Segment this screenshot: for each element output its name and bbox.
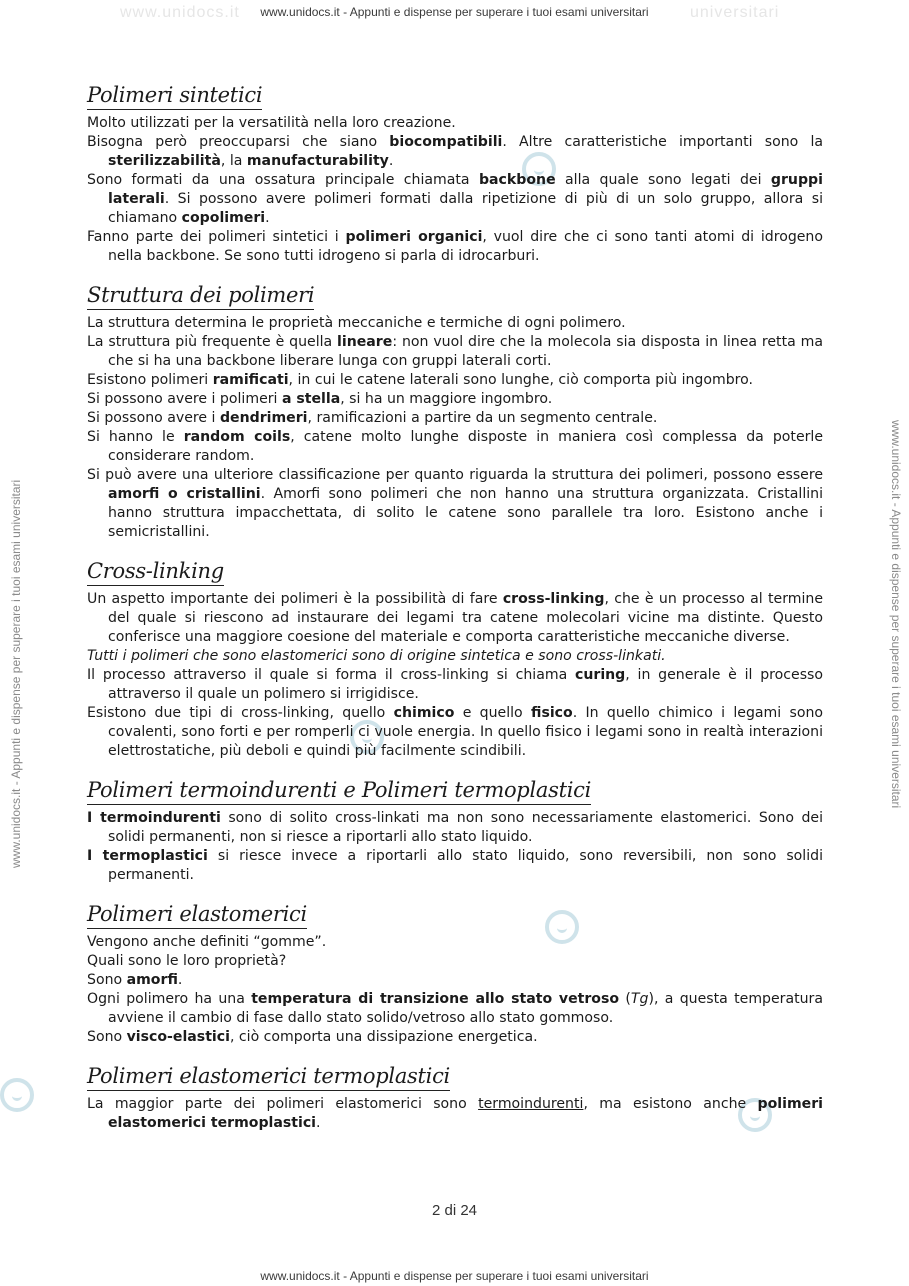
section: [87, 282, 823, 542]
section: [87, 901, 823, 1047]
text-run: curing: [574, 667, 626, 683]
text-run: Quali sono le loro proprietà?: [87, 953, 287, 969]
text-run: . Amorfi sono polimeri che non hanno una struttura organizzata. Cristallini hanno struttura impacchettata, di solito le catene sono parallele tra loro. Esistono anche i semicristallini.: [108, 486, 823, 540]
text-run: Vengono anche definiti “gomme”.: [87, 934, 327, 950]
text-run: , catene molto lunghe disposte in maniera così complessa da poterle considerare random.: [108, 429, 823, 464]
paragraph: [87, 1028, 823, 1047]
text-run: dendrimeri: [219, 410, 308, 426]
text-run: La maggior parte dei polimeri elastomerici sono: [87, 1096, 479, 1112]
section-title: Cross-linking: [87, 558, 224, 586]
text-run: Tg: [630, 991, 649, 1007]
text-run: Si possono avere i polimeri: [87, 391, 282, 407]
text-run: visco-elastici: [126, 1029, 230, 1045]
text-run: .: [177, 972, 183, 988]
watermark-top: www.unidocs.it - Appunti e dispense per superare i tuoi esami universitari: [260, 5, 649, 19]
text-run: biocompatibili: [389, 134, 503, 150]
text-run: : non vuol dire che la molecola sia disposta in linea retta ma che si ha una backbone liberare lunga con gruppi laterali corti.: [108, 334, 823, 369]
paragraph: [87, 704, 823, 761]
page-number: 2 di 24: [431, 1202, 478, 1219]
text-run: Si hanno le: [87, 429, 184, 445]
unidocs-logo-icon: [0, 1078, 34, 1112]
text-run: chimico: [393, 705, 455, 721]
text-run: , in generale è il processo attraverso il quale un polimero si irrigidisce.: [108, 667, 823, 702]
text-run: Sono: [87, 1029, 127, 1045]
text-run: Tutti i polimeri che sono elastomerici sono di origine sintetica e sono cross-linkati.: [87, 648, 666, 664]
paragraph: [87, 314, 823, 333]
text-run: amorfi o cristallini: [108, 486, 261, 502]
text-run: ramificati: [212, 372, 289, 388]
section-title: Polimeri elastomerici: [87, 901, 307, 929]
text-run: alla quale sono legati dei: [555, 172, 771, 188]
text-run: Molto utilizzati per la versatilità nella loro creazione.: [87, 115, 456, 131]
paragraph: [87, 990, 823, 1028]
text-run: . Altre caratteristiche importanti sono la: [502, 134, 823, 150]
section-title: Polimeri elastomerici termoplastici: [87, 1063, 450, 1091]
text-run: Un aspetto importante dei polimeri è la possibilità di fare: [87, 591, 503, 607]
text-run: Esistono polimeri: [87, 372, 213, 388]
section-title: Polimeri sintetici: [87, 82, 262, 110]
text-run: manufacturability: [246, 153, 389, 169]
text-run: , ma esistono anche: [583, 1096, 758, 1112]
text-run: Sono: [87, 972, 127, 988]
text-run: , ciò comporta una dissipazione energetica.: [229, 1029, 538, 1045]
text-run: copolimeri: [181, 210, 266, 226]
text-run: , in cui le catene laterali sono lunghe, ciò comporta più ingombro.: [288, 372, 754, 388]
paragraph: [87, 809, 823, 847]
paragraph: [87, 333, 823, 371]
text-run: backbone: [478, 172, 556, 188]
text-run: cross-linking: [502, 591, 605, 607]
section-title: Struttura dei polimeri: [87, 282, 314, 310]
section: [87, 1063, 823, 1133]
text-run: , che è un processo al termine del quale si riescono ad instaurare dei legami tra catene molecolari vicine ma distinte. Questo conferisce una maggiore coesione del materiale e comporta caratteristiche meccaniche diverse.: [108, 591, 823, 645]
section: [87, 777, 823, 885]
paragraph: [87, 590, 823, 647]
text-run: random coils: [183, 429, 291, 445]
text-run: Ogni polimero ha una: [87, 991, 252, 1007]
section: [87, 558, 823, 761]
text-run: .: [316, 1115, 321, 1131]
paragraph: [87, 466, 823, 542]
text-run: I termoplastici: [87, 848, 208, 864]
text-run: amorfi: [126, 972, 178, 988]
paragraph: [87, 390, 823, 409]
text-run: e quello: [454, 705, 531, 721]
paragraph: [87, 847, 823, 885]
paragraph: [87, 933, 823, 952]
paragraph: [87, 647, 823, 666]
text-run: .: [265, 210, 270, 226]
text-run: Sono formati da una ossatura principale chiamata: [87, 172, 479, 188]
text-run: polimeri organici: [345, 229, 483, 245]
text-run: si riesce invece a riportarli allo stato liquido, sono reversibili, non sono solidi permanenti.: [108, 848, 823, 883]
paragraph: [87, 228, 823, 266]
text-run: La struttura più frequente è quella: [87, 334, 338, 350]
paragraph: [87, 428, 823, 466]
text-run: termoindurenti: [478, 1096, 584, 1112]
section: [87, 82, 823, 266]
text-run: ), a questa temperatura avviene il cambio di fase dallo stato solido/vetroso allo stato gommoso.: [108, 991, 823, 1026]
paragraph: [87, 1095, 823, 1133]
text-run: lineare: [337, 334, 393, 350]
text-run: La struttura determina le proprietà meccaniche e termiche di ogni polimero.: [87, 315, 626, 331]
watermark-ghost-right: universitari: [690, 4, 780, 21]
text-run: temperatura di transizione allo stato vetroso: [251, 991, 620, 1007]
text-run: , la: [220, 153, 247, 169]
text-run: Bisogna però preoccuparsi che siano: [87, 134, 390, 150]
text-run: . Si possono avere polimeri formati dalla ripetizione di più di un solo gruppo, allora si chiamano: [108, 191, 823, 226]
paragraph: [87, 133, 823, 171]
text-run: , vuol dire che ci sono tanti atomi di idrogeno nella backbone. Se sono tutti idrogeno si parla di idrocarburi.: [108, 229, 823, 264]
text-run: . In quello chimico i legami sono covalenti, sono forti e per romperli ci vuole energia. In quello fisico i legami sono in realtà interazioni elettrostatiche, più deboli e quindi più facilmente scindibili.: [108, 705, 823, 759]
text-run: Si può avere una ulteriore classificazione per quanto riguarda la struttura dei polimeri, possono essere: [87, 467, 823, 483]
watermark-side-right: www.unidocs.it - Appunti e dispense per superare i tuoi esami universitari: [889, 420, 903, 809]
text-run: I termoindurenti: [87, 810, 221, 826]
text-run: Si possono avere i: [87, 410, 220, 426]
text-run: a stella: [281, 391, 341, 407]
text-run: (: [619, 991, 631, 1007]
text-run: .: [388, 153, 394, 169]
text-run: Il processo attraverso il quale si forma il cross-linking si chiama: [87, 667, 575, 683]
watermark-bottom: www.unidocs.it - Appunti e dispense per superare i tuoi esami universitari: [260, 1269, 649, 1283]
watermark-ghost-left: www.unidocs.it: [120, 4, 240, 21]
paragraph: [87, 952, 823, 971]
text-run: gruppi laterali: [108, 172, 823, 207]
document-body: [87, 82, 823, 1149]
text-run: Esistono due tipi di cross-linking, quello: [87, 705, 394, 721]
paragraph: [87, 666, 823, 704]
paragraph: [87, 371, 823, 390]
paragraph: [87, 171, 823, 228]
paragraph: [87, 971, 823, 990]
text-run: , ramificazioni a partire da un segmento centrale.: [307, 410, 658, 426]
text-run: , si ha un maggiore ingombro.: [340, 391, 553, 407]
paragraph: [87, 114, 823, 133]
text-run: fisico: [531, 705, 573, 721]
text-run: sono di solito cross-linkati ma non sono necessariamente elastomerici. Sono dei solidi permanenti, non si riesce a riportarli allo stato liquido.: [108, 810, 823, 845]
paragraph: [87, 409, 823, 428]
text-run: polimeri elastomerici termoplastici: [108, 1096, 823, 1131]
text-run: Fanno parte dei polimeri sintetici i: [87, 229, 346, 245]
text-run: sterilizzabilità: [108, 153, 221, 169]
watermark-side-left: www.unidocs.it - Appunti e dispense per superare i tuoi esami universitari: [9, 479, 23, 868]
section-title: Polimeri termoindurenti e Polimeri termoplastici: [87, 777, 591, 805]
